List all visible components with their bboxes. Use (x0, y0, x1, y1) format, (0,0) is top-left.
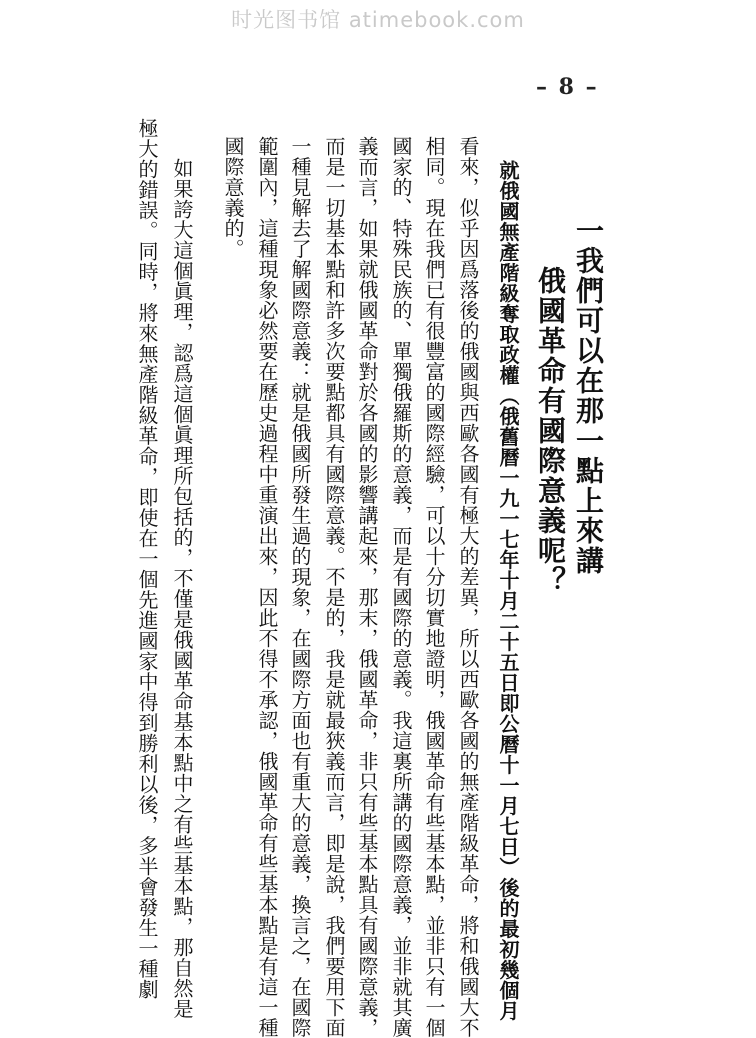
text-column-5: 義而言，如果就俄國革命對於各國的影響講起來，那末，俄國革命，非只有些基本點具有國際意義， (355, 136, 379, 1038)
text-column-8: 範圍內，這種現象必然要在歷史過程中重演出來，因此不得不承認，俄國革命有些基本點是有這一種 (255, 136, 279, 1038)
text-column-9: 國際意義的。 (221, 136, 245, 259)
text-column-11: 極大的錯誤。同時，將來無產階級革命，即使在一個先進國家中得到勝利以後，多半會發生一種劇 (135, 118, 159, 1000)
section-heading (572, 216, 605, 576)
watermark: 时光图书馆 atimebook.com (231, 8, 525, 32)
text-column-4: 國家的、特殊民族的、單獨俄羅斯的意義，而是有國際的意義。我這裏所講的國際意義，並非就其廣 (389, 136, 413, 1038)
section-number: 一 (572, 216, 605, 246)
text-column-3: 相同。現在我們已有很豐富的國際經驗，可以十分切實地證明，俄國革命有些基本點，並非只有一個 (422, 136, 446, 1038)
text-column-2: 看來，似乎因爲落後的俄國與西歐各國有極大的差異，所以西歐各國的無產階級革命，將和俄國大不 (456, 136, 480, 1038)
section-subheading: 俄國革命有國際意義呢？ (534, 266, 567, 596)
text-column-10: 如果誇大這個眞理，認爲這個眞理所包括的，不僅是俄國革命基本點中之有些基本點，那自然是 (170, 158, 194, 1019)
section-title: 我們可以在那一點上來講 (572, 246, 605, 576)
page-number: – 8 – (536, 74, 599, 100)
text-column-7: 一種見解去了解國際意義：就是俄國所發生過的現象，在國際方面也有重大的意義，換言之，在國際 (288, 136, 312, 1038)
text-column-6: 而是一切基本點和許多次要點都具有國際意義。不是的，我是就最狹義而言，即是說，我們要用下面 (322, 136, 346, 1038)
text-column-1: 就俄國無產階級奪取政權（俄舊曆一九一七年十月二十五日即公曆十一月七日）後的最初幾個月 (496, 160, 520, 1021)
